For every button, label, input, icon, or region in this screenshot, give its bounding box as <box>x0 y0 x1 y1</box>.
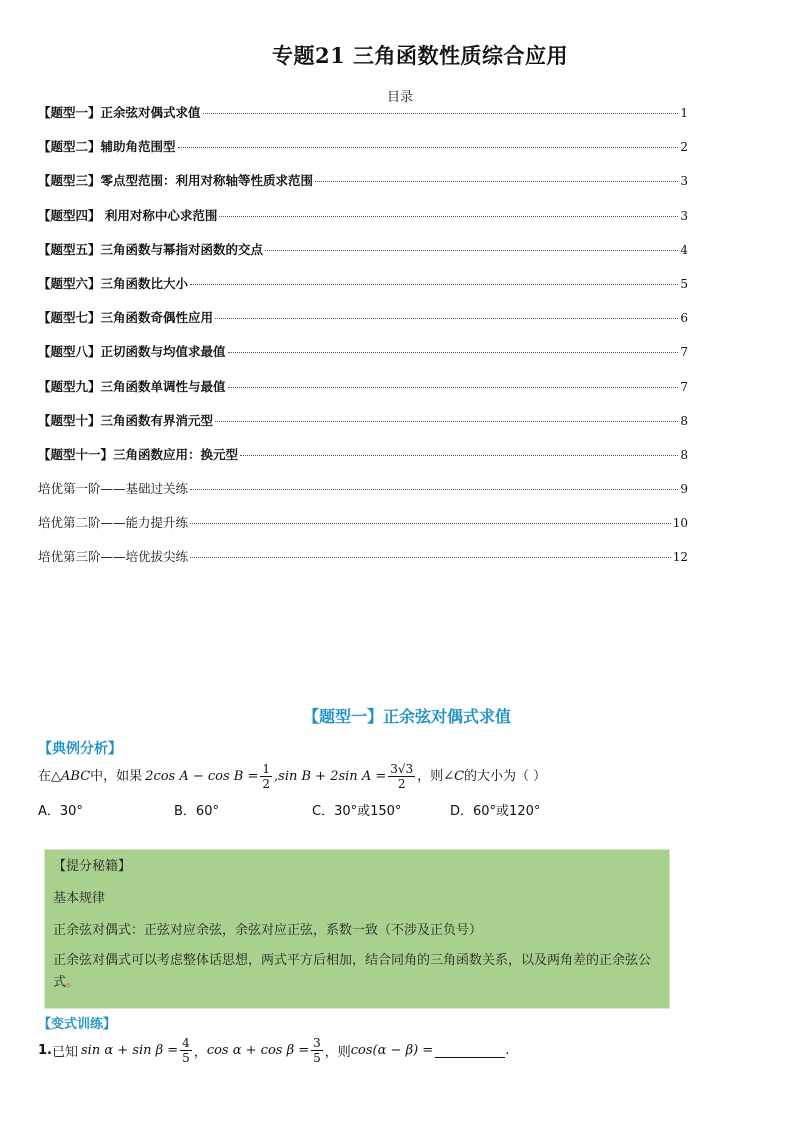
toc-item-label: 【题型十一】三角函数应用：换元型 <box>38 446 239 462</box>
toc-item-page: 2 <box>680 140 688 155</box>
toc-item-label: 【题型五】三角函数与幂指对函数的交点 <box>38 241 264 257</box>
toc-leader-dots <box>315 181 678 182</box>
question-1-text1: 已知 <box>51 1045 78 1060</box>
fraction-1-denominator: 2 <box>262 777 271 791</box>
choice-d[interactable]: D．60°或120° <box>450 804 541 819</box>
toc-item-page: 8 <box>680 413 688 428</box>
q1-separator: ， <box>193 1045 207 1060</box>
toc-leader-dots <box>190 523 671 524</box>
problem-suffix: 的大小为（ ） <box>464 768 547 784</box>
toc-item[interactable] <box>38 207 688 241</box>
toc-item-label: 【题型七】三角函数奇偶性应用 <box>38 310 214 326</box>
toc-item[interactable] <box>38 514 688 548</box>
toc-item[interactable] <box>38 446 688 480</box>
toc-leader-dots <box>240 455 678 456</box>
toc-item-label: 培优第一阶——基础过关练 <box>38 481 189 497</box>
example-problem <box>38 762 546 791</box>
angle-label: ∠C <box>443 768 465 784</box>
toc-item[interactable] <box>38 138 688 172</box>
fraction-1 <box>260 762 272 791</box>
toc-leader-dots <box>178 147 679 148</box>
equation-1-left: 2cos A − cos B = <box>145 768 259 784</box>
toc-item-page: 9 <box>680 482 688 497</box>
tips-line-2-text: 正余弦对偶式可以考虑整体话思想，两式平方后相加，结合同角的三角函数关系，以及两角差的正余弦公式 <box>53 953 652 990</box>
q1-fraction-1 <box>180 1036 192 1065</box>
toc-item-page: 12 <box>672 550 688 565</box>
q1-fraction-1-numerator: 4 <box>182 1036 190 1050</box>
tips-subheading: 基本规律 <box>53 891 106 906</box>
fraction-2-numerator: 3√3 <box>390 762 414 776</box>
toc-leader-dots <box>215 318 678 319</box>
question-1-number: 1. <box>38 1043 52 1058</box>
q1-equation-1-left: sin α + sin β = <box>81 1043 179 1058</box>
q1-fraction-1-denominator: 5 <box>182 1051 190 1065</box>
toc-item[interactable] <box>38 241 688 275</box>
choice-a[interactable]: A．30° <box>38 804 83 819</box>
tips-line-2 <box>53 950 661 994</box>
toc-item[interactable] <box>38 343 688 377</box>
toc-leader-dots <box>190 557 671 558</box>
toc-item-page: 3 <box>680 174 688 189</box>
question-1-text2: ，则 <box>324 1045 351 1060</box>
question-1 <box>38 1036 509 1065</box>
tips-line-1: 正余弦对偶式：正弦对应余弦，余弦对应正弦，系数一致（不涉及正负号） <box>53 923 483 938</box>
toc-leader-dots <box>190 489 678 490</box>
q1-equation-2-left: cos α + cos β = <box>206 1043 310 1058</box>
toc-leader-dots <box>215 421 678 422</box>
toc-item-label: 【题型四】 利用对称中心求范围 <box>38 207 218 223</box>
problem-mid2: ，则 <box>417 768 444 784</box>
toc-item[interactable] <box>38 480 688 514</box>
table-of-contents <box>38 104 688 583</box>
triangle-label: △ABC <box>51 768 91 784</box>
section-title: 【题型一】正余弦对偶式求值 <box>302 707 511 726</box>
toc-item-page: 8 <box>680 447 688 462</box>
toc-item-page: 6 <box>680 311 688 326</box>
toc-item-page: 5 <box>680 276 688 291</box>
page-title: 专题21 三角函数性质综合应用 <box>271 43 569 68</box>
fraction-2-denominator: 2 <box>397 777 406 791</box>
toc-item-page: 4 <box>680 242 688 257</box>
answer-choices <box>38 800 638 819</box>
toc-item-page: 7 <box>680 345 688 360</box>
tips-box <box>44 849 670 1009</box>
toc-item-page: 1 <box>680 106 688 120</box>
fraction-2 <box>388 762 415 791</box>
toc-item[interactable] <box>38 309 688 343</box>
toc-item[interactable] <box>38 378 688 412</box>
choice-b[interactable]: B．60° <box>174 804 219 819</box>
toc-leader-dots <box>203 113 679 114</box>
problem-prefix: 在 <box>38 768 52 784</box>
q1-fraction-2-numerator: 3 <box>313 1036 321 1050</box>
toc-leader-dots <box>219 216 678 217</box>
toc-leader-dots <box>265 250 678 251</box>
toc-item-label: 【题型六】三角函数比大小 <box>38 275 189 291</box>
q1-fraction-2 <box>311 1036 323 1065</box>
toc-item-label: 培优第二阶——能力提升练 <box>38 515 189 531</box>
toc-item[interactable] <box>38 275 688 309</box>
toc-item-label: 【题型三】零点型范围：利用对称轴等性质求范围 <box>38 173 314 189</box>
variant-training-tag: 【变式训练】 <box>38 1017 117 1032</box>
toc-leader-dots <box>190 284 678 285</box>
q1-equation-3-left: cos(α − β) = <box>350 1043 434 1058</box>
tips-line-2-end: 。 <box>66 975 80 990</box>
toc-leader-dots <box>228 387 679 388</box>
toc-leader-dots <box>228 352 679 353</box>
choice-c[interactable]: C．30°或150° <box>312 804 402 819</box>
toc-item-label: 【题型八】正切函数与均值求最值 <box>38 344 226 360</box>
toc-heading: 目录 <box>386 90 413 105</box>
tips-heading: 【提分秘籍】 <box>53 859 132 874</box>
toc-item-label: 【题型二】辅助角范围型 <box>38 139 176 155</box>
toc-item-label: 【题型一】正余弦对偶式求值 <box>38 105 201 120</box>
toc-item-page: 7 <box>680 379 688 394</box>
toc-item[interactable] <box>38 172 688 206</box>
question-1-end: . <box>505 1043 510 1058</box>
toc-item-label: 培优第三阶——培优拔尖练 <box>38 549 189 565</box>
toc-item-label: 【题型九】三角函数单调性与最值 <box>38 378 226 394</box>
toc-item[interactable] <box>38 548 688 582</box>
toc-item-page: 10 <box>672 516 688 531</box>
answer-blank[interactable] <box>435 1043 505 1058</box>
q1-fraction-2-denominator: 5 <box>313 1051 321 1065</box>
equation-2-left: ,sin B + 2sin A = <box>274 768 387 784</box>
toc-item-page: 3 <box>680 208 688 223</box>
problem-mid1: 中，如果 <box>90 768 143 784</box>
fraction-1-numerator: 1 <box>262 762 271 776</box>
toc-item[interactable] <box>38 412 688 446</box>
toc-item[interactable] <box>38 104 688 138</box>
toc-item-label: 【题型十】三角函数有界消元型 <box>38 412 214 428</box>
example-analysis-tag: 【典例分析】 <box>38 741 122 757</box>
